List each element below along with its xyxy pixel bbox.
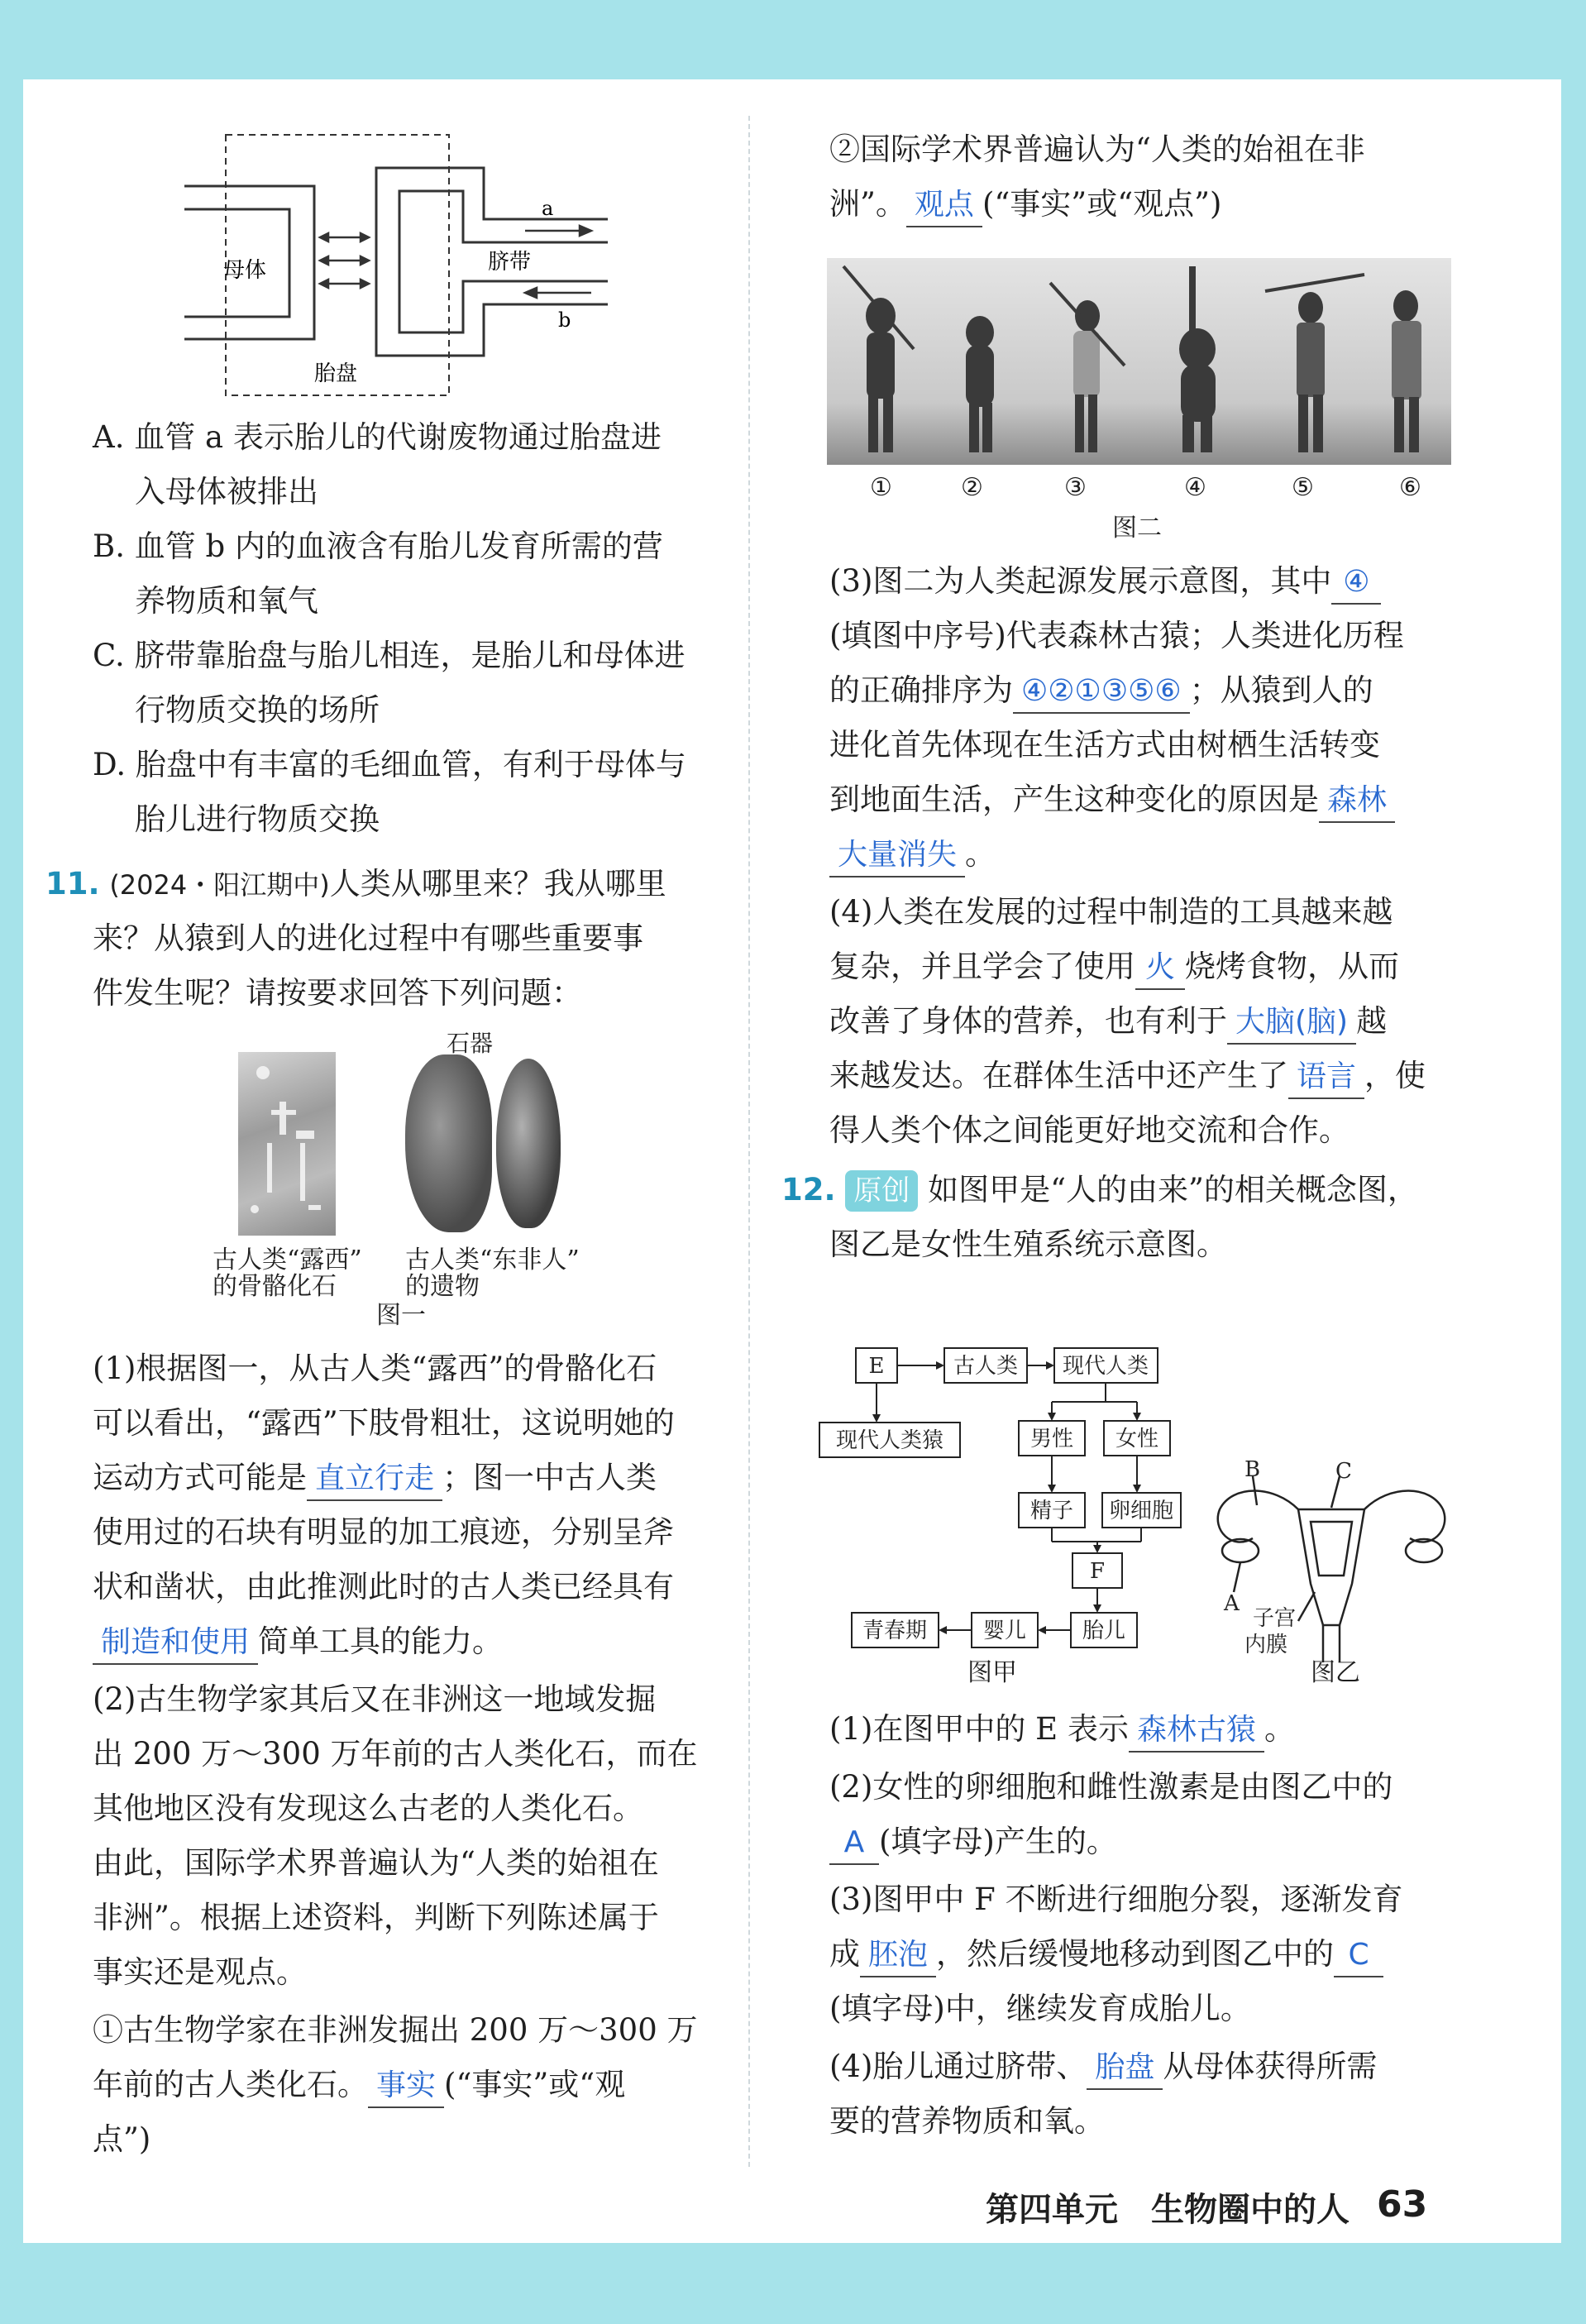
- q12-p2-line2: [829, 1815, 1117, 1869]
- q11-p1-line2: 可以看出，“露西”下肢骨粗壮，这说明她的: [93, 1405, 675, 1441]
- q11-statement1-line1: ①古生物学家在非洲发掘出 200 万～300 万: [93, 2012, 698, 2048]
- option-a-line1: A. 血管 a 表示胎儿的代谢废物通过胎盘进: [93, 419, 662, 455]
- q12-header: [781, 1163, 1418, 1217]
- q11-p2-line2: 出 200 万～300 万年前的古人类化石，而在: [93, 1736, 698, 1772]
- fig1-title: 图一: [376, 1301, 426, 1330]
- q11-statement2-line2: [829, 177, 1221, 232]
- q11-p3-line2: (填图中序号)代表森林古猿；人类进化历程: [829, 618, 1404, 653]
- fig2-title: 图二: [1112, 514, 1162, 543]
- q12-p3-line2: [829, 1927, 1383, 1982]
- human-evolution-illustration: [827, 258, 1451, 465]
- q11-p4-line3: [829, 994, 1387, 1049]
- q11-p4-line2: [829, 940, 1399, 994]
- fig-jia-title: 图甲: [967, 1658, 1017, 1687]
- concept-F: F: [1089, 1559, 1106, 1584]
- q11-p1-line3-text: 运动方式可能是: [93, 1460, 307, 1495]
- fig1-caption-2b: 的遗物: [405, 1272, 480, 1301]
- q11-p1-line5: 状和凿状，由此推测此时的古人类已经具有: [93, 1569, 674, 1604]
- q11-p2-line5: 非洲”。根据上述资料，判断下列陈述属于: [93, 1900, 659, 1935]
- q11-intro-3: 件发生呢？请按要求回答下列问题：: [93, 975, 582, 1011]
- q11-p2-line3: 其他地区没有发现这么古老的人类化石。: [93, 1791, 643, 1826]
- q12-p3-line2-mid: ，然后缓慢地移动到图乙中的: [936, 1936, 1335, 1972]
- option-d-line2: 胎儿进行物质交换: [135, 801, 380, 837]
- answer-placenta: 胎盘: [1087, 2047, 1163, 2090]
- q11-p3-line1: [829, 554, 1381, 609]
- q11-p1-line1: (1)根据图一，从古人类“露西”的骨骼化石: [93, 1351, 657, 1386]
- answer-upright-walking: 直立行走: [307, 1458, 442, 1501]
- q11-p4-line4-text: 来越发达。在群体生活中还产生了: [829, 1058, 1288, 1093]
- answer-blastocyst: 胚泡: [860, 1934, 936, 1977]
- concept-modern-ape: 现代人类猿: [835, 1428, 944, 1453]
- column-divider: [748, 116, 750, 2167]
- q12-p3-line3: (填字母)中，继续发育成胎儿。: [829, 1991, 1251, 2026]
- answer-opinion: 观点: [906, 184, 982, 227]
- q12-p3-line2-text: 成: [829, 1936, 860, 1972]
- q11-statement1-line2: [93, 2058, 625, 2112]
- fig1-caption-1b: 的骨骼化石: [213, 1272, 337, 1301]
- stone-tools-label: 石器: [447, 1030, 494, 1057]
- option-d-line1: D. 胎盘中有丰富的毛细血管，有利于母体与: [93, 747, 686, 782]
- q11-statement2-options: (“事实”或“观点”): [982, 186, 1222, 222]
- fig1-caption-1a: 古人类“露西”: [213, 1246, 362, 1274]
- evolution-label-2: ②: [961, 473, 983, 502]
- q11-statement2-line1: ②国际学术界普遍认为“人类的始祖在非: [829, 132, 1365, 167]
- vessel-b-label: b: [558, 308, 571, 332]
- concept-female: 女性: [1115, 1427, 1159, 1451]
- q12-p4-line1-tail: 从母体获得所需: [1163, 2049, 1378, 2084]
- q11-statement2-text: 洲”。: [829, 186, 906, 222]
- q11-p4-line3-tail: 越: [1356, 1003, 1388, 1039]
- q11-p4-line1: (4)人类在发展的过程中制造的工具越来越: [829, 894, 1393, 930]
- q11-p3-line5-text: 到地面生活，产生这种变化的原因是: [829, 782, 1319, 817]
- q11-p2-line6: 事实还是观点。: [93, 1954, 307, 1990]
- answer-ovary-letter: A: [829, 1822, 879, 1865]
- answer-forest-loss-1: 森林: [1319, 780, 1395, 823]
- q12-p2-line2-tail: (填字母)产生的。: [879, 1824, 1117, 1859]
- option-a-line2: 入母体被排出: [135, 474, 318, 509]
- q12-intro-1: 如图甲是“人的由来”的相关概念图，: [928, 1172, 1418, 1207]
- concept-map: [814, 1340, 1195, 1687]
- placenta-label: 胎盘: [314, 361, 358, 386]
- q12-p1: [829, 1702, 1295, 1757]
- option-c-line2: 行物质交换的场所: [135, 692, 380, 728]
- concept-infant: 婴儿: [982, 1619, 1027, 1643]
- mother-label: 母体: [223, 258, 267, 283]
- page-number: 63: [1377, 2183, 1428, 2226]
- cord-label: 脐带: [488, 250, 532, 275]
- left-color-band: [0, 0, 23, 2324]
- q11-p3-line3-text: 的正确排序为: [829, 672, 1013, 708]
- repro-label-uterus: 子宫: [1253, 1606, 1297, 1631]
- q11-p4-line2-text: 复杂，并且学会了使用: [829, 949, 1135, 984]
- q11-p3-line1-text: (3)图二为人类起源发展示意图，其中: [829, 563, 1332, 599]
- evolution-label-5: ⑤: [1292, 473, 1314, 502]
- q12-number: 12.: [781, 1172, 836, 1207]
- answer-fire: 火: [1135, 947, 1185, 990]
- q11-p3-line5: [829, 772, 1395, 827]
- stone-axe-photo: [405, 1054, 492, 1232]
- answer-forest-ape: 森林古猿: [1129, 1710, 1264, 1753]
- q12-intro-2: 图乙是女性生殖系统示意图。: [829, 1227, 1227, 1262]
- q11-p4-line4-tail: ，使: [1364, 1058, 1426, 1093]
- q11-p3-line6-tail: 。: [965, 836, 996, 872]
- concept-fetus: 胎儿: [1082, 1619, 1126, 1643]
- concept-egg: 卵细胞: [1108, 1499, 1174, 1523]
- answer-evolution-order: ④②①③⑤⑥: [1013, 671, 1190, 714]
- right-color-band: [1561, 0, 1586, 2324]
- stone-chisel-photo: [496, 1059, 561, 1228]
- repro-label-C: C: [1335, 1460, 1352, 1484]
- answer-make-and-use: 制造和使用: [93, 1622, 258, 1665]
- option-c-line1: C. 脐带靠胎盘与胎儿相连，是胎儿和母体进: [93, 638, 686, 673]
- concept-ancient-human: 古人类: [953, 1354, 1019, 1379]
- footer-unit-title: 第四单元 生物圈中的人: [986, 2191, 1350, 2229]
- q11-p1-line6-tail: 简单工具的能力。: [258, 1623, 504, 1659]
- q12-p4-line2: 要的营养物质和氧。: [829, 2103, 1105, 2139]
- answer-forest-loss-2: 大量消失: [829, 834, 965, 877]
- answer-uterus-letter: C: [1334, 1934, 1383, 1977]
- concept-E: E: [868, 1354, 885, 1379]
- concept-male: 男性: [1029, 1427, 1074, 1451]
- q11-p2-line4: 由此，国际学术界普遍认为“人类的始祖在: [93, 1845, 659, 1881]
- evolution-label-4: ④: [1184, 473, 1206, 502]
- q11-header: [45, 857, 666, 912]
- q11-intro-1: 人类从哪里来？我从哪里: [329, 866, 666, 901]
- vessel-a-label: a: [542, 197, 554, 220]
- q11-p4-line3-text: 改善了身体的营养，也有利于: [829, 1003, 1227, 1039]
- concept-modern-human: 现代人类: [1062, 1354, 1149, 1379]
- repro-label-B: B: [1244, 1460, 1261, 1482]
- q11-source: (2024・阳江期中): [109, 869, 330, 901]
- q11-p3-line3-tail: ；从猿到人的: [1189, 672, 1373, 708]
- answer-brain: 大脑(脑): [1227, 1002, 1356, 1045]
- q11-p1-line3: [93, 1451, 657, 1505]
- concept-puberty: 青春期: [862, 1619, 928, 1643]
- top-color-band: [0, 0, 1586, 79]
- answer-language: 语言: [1288, 1056, 1364, 1099]
- q11-p4-line2-tail: 烧烤食物，从而: [1185, 949, 1399, 984]
- q11-p4-line4: [829, 1049, 1426, 1103]
- bottom-color-band: [0, 2243, 1586, 2324]
- q12-p1-text: (1)在图甲中的 E 表示: [829, 1711, 1129, 1747]
- q11-p3-line6: [829, 827, 996, 882]
- evolution-label-3: ③: [1064, 473, 1087, 502]
- fig-yi-title: 图乙: [1311, 1658, 1360, 1687]
- q12-p4-line1: [829, 2039, 1377, 2094]
- option-b-line2: 养物质和氧气: [135, 583, 318, 619]
- q11-p1-line4: 使用过的石块有明显的加工痕迹，分别呈斧: [93, 1514, 674, 1550]
- option-b-line1: B. 血管 b 内的血液含有胎儿发育所需的营: [93, 528, 663, 564]
- lucy-skeleton-photo: [238, 1052, 336, 1236]
- q12-p2-line1: (2)女性的卵细胞和雌性激素是由图乙中的: [829, 1769, 1393, 1805]
- answer-fact: 事实: [368, 2065, 444, 2108]
- q11-p1-line3-tail: ；图一中古人类: [442, 1460, 657, 1495]
- q11-number: 11.: [45, 866, 100, 901]
- q11-intro-2: 来？从猿到人的进化过程中有哪些重要事: [93, 921, 643, 956]
- q11-statement1-options: (“事实”或“观: [444, 2067, 626, 2102]
- q11-statement1-line3: 点”): [93, 2121, 151, 2157]
- q11-statement1-text: 年前的古人类化石。: [93, 2067, 368, 2102]
- answer-forest-ape-number: ④: [1331, 562, 1381, 605]
- q12-p4-line1-text: (4)胎儿通过脐带、: [829, 2049, 1087, 2084]
- original-badge: 原创: [845, 1170, 918, 1212]
- fig1-caption-2a: 古人类“东非人”: [405, 1246, 580, 1274]
- q11-p2-line1: (2)古生物学家其后又在非洲这一地域发掘: [93, 1681, 657, 1717]
- q11-p4-line5: 得人类个体之间能更好地交流和合作。: [829, 1112, 1350, 1148]
- concept-sperm: 精子: [1029, 1499, 1074, 1523]
- evolution-label-6: ⑥: [1399, 473, 1421, 502]
- q11-p3-line4: 进化首先体现在生活方式由树栖生活转变: [829, 727, 1380, 763]
- q12-p1-tail: 。: [1264, 1711, 1295, 1747]
- q11-p3-line3: [829, 663, 1373, 718]
- female-reproductive-diagram: [1207, 1460, 1455, 1675]
- repro-label-lining: 内膜: [1244, 1633, 1288, 1657]
- repro-label-A: A: [1224, 1591, 1240, 1616]
- q11-p1-line6: [93, 1614, 503, 1669]
- evolution-label-1: ①: [870, 473, 892, 502]
- placenta-diagram: [178, 128, 641, 401]
- q12-p3-line1: (3)图甲中 F 不断进行细胞分裂，逐渐发育: [829, 1882, 1403, 1917]
